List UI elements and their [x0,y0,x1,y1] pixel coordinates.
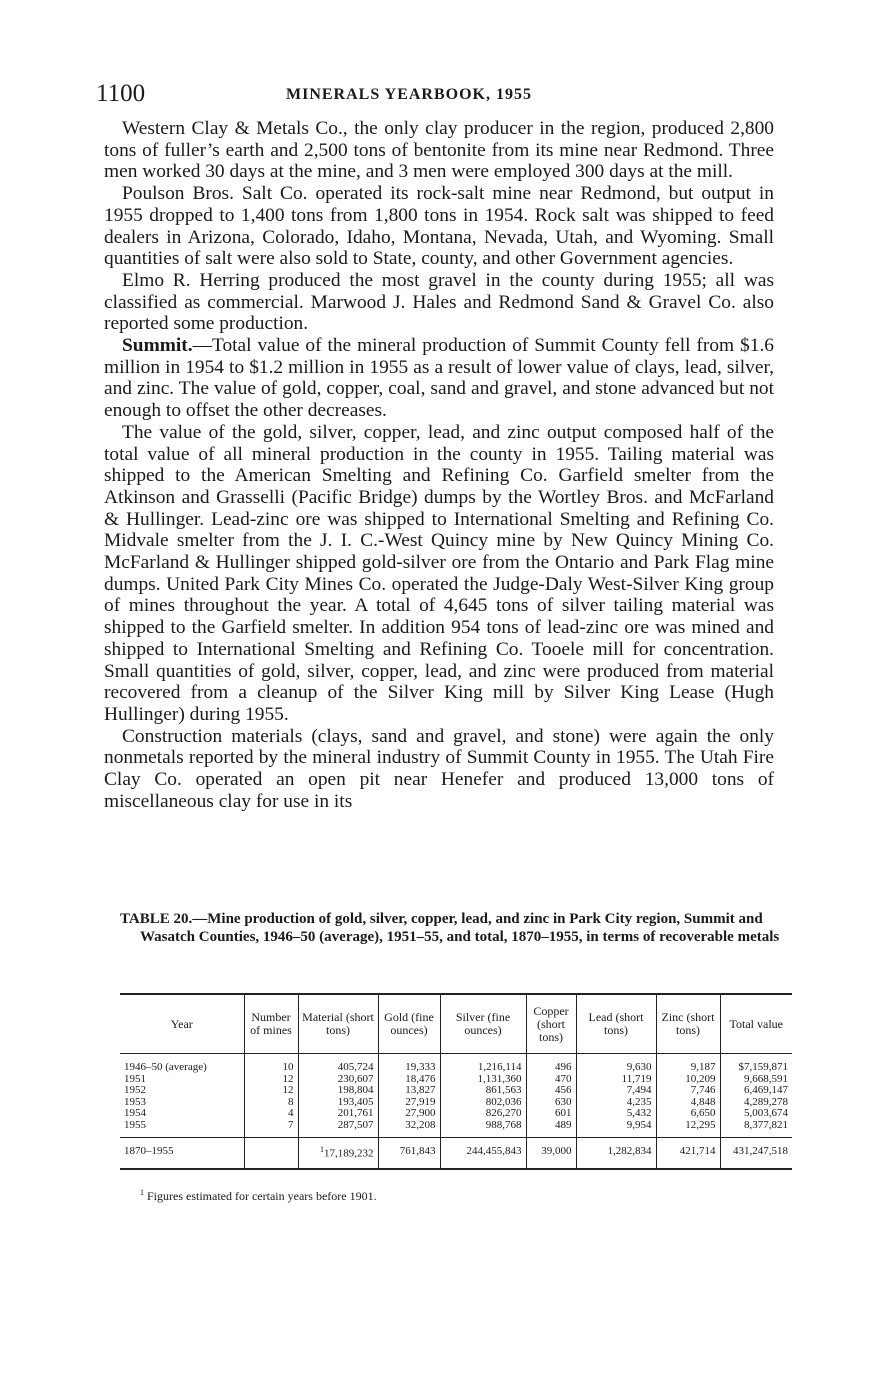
col-header-gold: Gold (fine ounces) [378,994,440,1054]
cell-zinc: 12,295 [656,1120,720,1138]
production-table [120,993,792,1170]
paragraph: Elmo R. Herring produced the most gravel in the county during 1955; all was classified as commercial. Marwood J. Hales and Redmond Sand & Gravel Co. also reported some production. [104,269,774,335]
cell-silver: 802,036 [440,1097,526,1109]
cell-silver: 1,216,114 [440,1054,526,1074]
cell-total: 6,469,147 [720,1085,792,1097]
total-year: 1870–1955 [124,1145,174,1158]
body-text [104,118,774,813]
cell-lead: 7,494 [576,1085,656,1097]
total-mines [244,1138,298,1170]
cell-copper: 496 [526,1054,576,1074]
col-header-copper: Copper (short tons) [526,994,576,1054]
cell-zinc: 6,650 [656,1108,720,1120]
running-title: MINERALS YEARBOOK, 1955 [286,86,532,103]
cell-copper: 489 [526,1120,576,1138]
table-caption: TABLE 20.—Mine production of gold, silver, copper, lead, and zinc in Park City region, Summit and Wasatch Counties, 1946–50 (average), 1951–55, and total, 1870–1955, in terms of recoverable metals [120,911,780,945]
cell-year: 1953 [124,1095,146,1108]
cell-material: 193,405 [298,1097,378,1109]
cell-mines: 12 [244,1074,298,1086]
cell-material: 287,507 [298,1120,378,1138]
cell-lead: 4,235 [576,1097,656,1109]
cell-year: 1946–50 (average) [124,1061,207,1073]
total-copper: 39,000 [526,1138,576,1170]
table-row [120,1108,792,1120]
footnote-text: Figures estimated for certain years before 1901. [147,1189,377,1203]
cell-mines: 12 [244,1085,298,1097]
cell-silver: 826,270 [440,1108,526,1120]
cell-year: 1955 [124,1118,146,1131]
table-row [120,1120,792,1138]
cell-total: 9,668,591 [720,1074,792,1086]
col-header-material: Material (short tons) [298,994,378,1054]
table-row [120,1054,792,1074]
paragraph: Construction materials (clays, sand and gravel, and stone) were again the only nonmetals reported by the mineral industry of Summit County in 1955. The Utah Fire Clay Co. operated an open pit near Henefer and produced 13,000 tons of miscellaneous clay for use in its [104,725,774,812]
cell-material: 198,804 [298,1085,378,1097]
cell-year: 1951 [124,1072,146,1085]
col-header-silver: Silver (fine ounces) [440,994,526,1054]
cell-gold: 18,476 [378,1074,440,1086]
paragraph [104,335,774,422]
cell-gold: 27,919 [378,1097,440,1109]
total-material: $^1$17,189,232 [298,1138,378,1170]
cell-copper: 601 [526,1108,576,1120]
cell-gold: 27,900 [378,1108,440,1120]
cell-mines: 10 [244,1054,298,1074]
page-header [96,80,786,110]
cell-lead: 11,719 [576,1074,656,1086]
cell-lead: 9,630 [576,1054,656,1074]
col-header-total: Total value [720,994,792,1054]
table-total-row [120,1138,792,1170]
cell-total: 8,377,821 [720,1120,792,1138]
total-value: 431,247,518 [720,1138,792,1170]
cell-gold: 13,827 [378,1085,440,1097]
paragraph-text: —Total value of the mineral production of Summit County fell from $1.6 million in 1954 to $1.2 million in 1955 as a result of lower value of clays, lead, silver, and zinc. The value of gold, copper, coal, sand and gravel, and stone advanced but not enough to offset the other decreases. [104,335,774,422]
cell-year: 1952 [124,1084,146,1096]
cell-zinc: 10,209 [656,1074,720,1086]
table-footnote [140,1188,377,1204]
table-header-row [120,994,792,1054]
col-header-year: Year [170,1016,193,1031]
table-row [120,1085,792,1097]
cell-copper: 470 [526,1074,576,1086]
col-header-lead: Lead (short tons) [576,994,656,1054]
cell-gold: 32,208 [378,1120,440,1138]
cell-total: $7,159,871 [720,1054,792,1074]
cell-zinc: 7,746 [656,1085,720,1097]
cell-gold: 19,333 [378,1054,440,1074]
paragraph: Western Clay & Metals Co., the only clay producer in the region, produced 2,800 tons of fuller’s earth and 2,500 tons of bentonite from its mine near Redmond. Three men worked 30 days at the mine, and 3 men were employed 300 days at the mill. [104,118,774,183]
cell-silver: 988,768 [440,1120,526,1138]
cell-lead: 5,432 [576,1108,656,1120]
cell-mines: 8 [244,1097,298,1109]
cell-material: 230,607 [298,1074,378,1086]
total-zinc: 421,714 [656,1138,720,1170]
cell-silver: 1,131,360 [440,1074,526,1086]
cell-lead: 9,954 [576,1120,656,1138]
footnote-mark: 1 [140,1188,144,1197]
cell-copper: 456 [526,1085,576,1097]
total-silver: 244,455,843 [440,1138,526,1170]
page-number: 1100 [96,80,146,107]
total-lead: 1,282,834 [576,1138,656,1170]
cell-year: 1954 [124,1107,146,1119]
cell-material: 405,724 [298,1054,378,1074]
cell-total: 4,289,278 [720,1097,792,1109]
cell-zinc: 9,187 [656,1054,720,1074]
cell-mines: 7 [244,1120,298,1138]
cell-zinc: 4,848 [656,1097,720,1109]
cell-total: 5,003,674 [720,1108,792,1120]
cell-material: 201,761 [298,1108,378,1120]
cell-mines: 4 [244,1108,298,1120]
cell-silver: 861,563 [440,1085,526,1097]
total-gold: 761,843 [378,1138,440,1170]
col-header-zinc: Zinc (short tons) [656,994,720,1054]
footnote-mark: 1 [320,1145,324,1154]
paragraph: The value of the gold, silver, copper, lead, and zinc output composed half of the total value of all mineral production in the county in 1955. Tailing material was shipped to the American Smelting and Refining Co. Garfield smelter from the Atkinson and Grasselli (Pacific Bridge) dumps by the Wortley Bros. and McFarland & Hullinger. Lead-zinc ore was shipped to International Smelting and Refining Co. Midvale smelter from the J. I. C.-West Quincy mine by New Quincy Mining Co. McFarland & Hullinger shipped gold-silver ore from the Ontario and Park Flag mine dumps. United Park City Mines Co. operated the Judge-Daly West-Silver King group of mines throughout the year. A total of 4,645 tons of silver tailing material was shipped to the Garfield smelter. In addition 954 tons of lead-zinc ore was mined and shipped to International Smelting and Refining Co. Tooele mill for concentration. Small quantities of gold, silver, copper, lead, and zinc were produced from material recovered from a cleanup of the Silver King mill by Silver King Lease (Hugh Hullinger) during 1955. [104,421,774,725]
section-lead: Summit. [122,335,193,357]
paragraph: Poulson Bros. Salt Co. operated its rock-salt mine near Redmond, but output in 1955 dropped to 1,400 tons from 1,800 tons in 1954. Rock salt was shipped to feed dealers in Arizona, Colorado, Idaho, Montana, Nevada, Utah, and Wyoming. Small quantities of salt were also sold to State, county, and other Government agencies. [104,183,774,270]
col-header-mines: Number of mines [244,994,298,1054]
cell-copper: 630 [526,1097,576,1109]
